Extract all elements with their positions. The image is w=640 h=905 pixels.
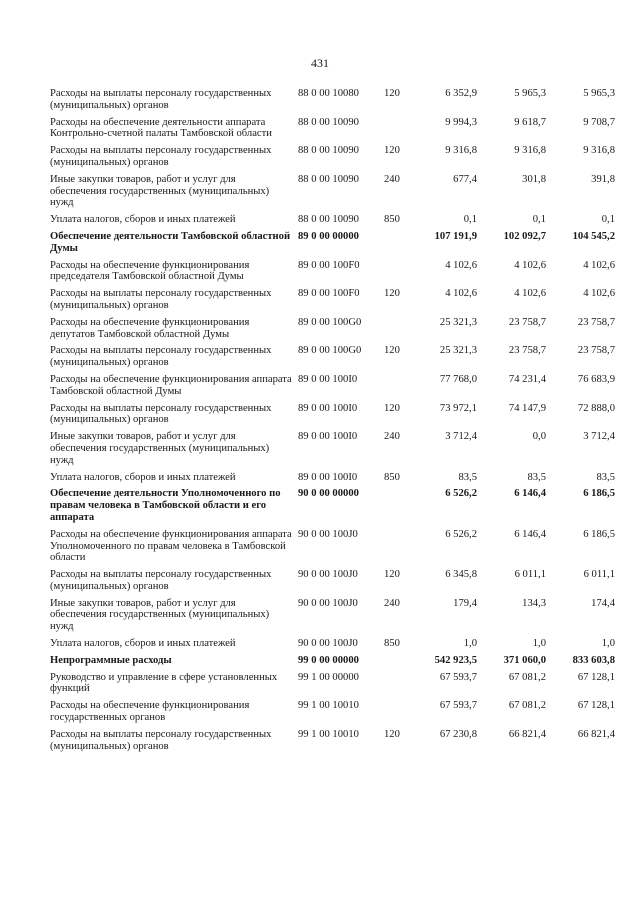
expense-name: Расходы на обеспечение функционирования государственных органов <box>50 700 250 724</box>
amount-year-1: 542 923,5 <box>434 654 477 666</box>
expense-name: Непрограммные расходы <box>50 654 172 666</box>
target-code: 89 0 00 100I0 <box>298 431 358 443</box>
amount-year-2: 1,0 <box>532 638 546 650</box>
amount-year-1: 77 768,0 <box>439 373 477 385</box>
table-row <box>50 655 615 672</box>
amount-year-3: 66 821,4 <box>577 728 615 740</box>
amount-year-3: 6 186,5 <box>583 488 615 500</box>
expense-name: Уплата налогов, сборов и иных платежей <box>50 471 236 483</box>
expense-name: Расходы на обеспечение функционирования депутатов Тамбовской областной Думы <box>50 316 250 340</box>
table-row <box>50 431 615 471</box>
target-code: 89 0 00 100I0 <box>298 471 358 483</box>
table-row <box>50 529 615 569</box>
target-code: 90 0 00 00000 <box>298 488 359 500</box>
target-code: 88 0 00 10090 <box>298 145 359 157</box>
expense-name: Расходы на выплаты персоналу государственных (муниципальных) органов <box>50 345 272 369</box>
expense-name: Руководство и управление в сфере установленных функций <box>50 671 278 695</box>
table-row <box>50 700 615 729</box>
amount-year-2: 102 092,7 <box>503 230 546 242</box>
amount-year-3: 72 888,0 <box>577 402 615 414</box>
budget-table <box>50 88 615 757</box>
expense-name: Расходы на выплаты персоналу государственных (муниципальных) органов <box>50 88 272 111</box>
expense-type-code: 240 <box>384 597 400 609</box>
target-code: 99 0 00 00000 <box>298 654 359 666</box>
target-code: 89 0 00 100F0 <box>298 288 360 300</box>
table-row <box>50 260 615 289</box>
amount-year-3: 76 683,9 <box>577 373 615 385</box>
expense-type-code: 240 <box>384 431 400 443</box>
page-number: 431 <box>311 56 329 70</box>
expense-name: Расходы на обеспечение деятельности аппарата Контрольно-счетной палаты Тамбовской области <box>50 116 272 140</box>
amount-year-3: 391,8 <box>591 173 615 185</box>
amount-year-1: 3 712,4 <box>445 431 477 443</box>
expense-type-code: 240 <box>384 173 400 185</box>
amount-year-3: 5 965,3 <box>583 88 615 99</box>
expense-name: Обеспечение деятельности Тамбовской областной Думы <box>50 230 291 254</box>
table-row <box>50 569 615 598</box>
amount-year-2: 371 060,0 <box>503 654 546 666</box>
amount-year-2: 74 231,4 <box>508 373 546 385</box>
table-row <box>50 174 615 214</box>
amount-year-3: 23 758,7 <box>577 345 615 357</box>
amount-year-2: 134,3 <box>522 597 546 609</box>
amount-year-1: 73 972,1 <box>439 402 477 414</box>
amount-year-3: 23 758,7 <box>577 316 615 328</box>
expense-name: Расходы на выплаты персоналу государственных (муниципальных) органов <box>50 402 272 426</box>
table-row <box>50 117 615 146</box>
table-row <box>50 88 615 117</box>
expense-type-code <box>384 317 408 346</box>
amount-year-1: 67 230,8 <box>439 728 477 740</box>
target-code: 90 0 00 100J0 <box>298 528 358 540</box>
amount-year-2: 6 146,4 <box>514 528 546 540</box>
amount-year-1: 677,4 <box>453 173 477 185</box>
expense-type-code <box>384 374 408 403</box>
expense-type-code: 120 <box>384 88 400 99</box>
expense-type-code: 850 <box>384 638 400 650</box>
table-row <box>50 729 615 758</box>
amount-year-3: 67 128,1 <box>577 700 615 712</box>
expense-name: Иные закупки товаров, работ и услуг для обеспечения государственных (муниципальных) нужд <box>50 431 270 466</box>
amount-year-1: 25 321,3 <box>439 345 477 357</box>
amount-year-3: 9 316,8 <box>583 145 615 157</box>
target-code: 99 1 00 10010 <box>298 700 359 712</box>
amount-year-3: 9 708,7 <box>583 116 615 128</box>
amount-year-3: 67 128,1 <box>577 671 615 683</box>
target-code: 89 0 00 100F0 <box>298 259 360 271</box>
amount-year-2: 9 316,8 <box>514 145 546 157</box>
amount-year-1: 179,4 <box>453 597 477 609</box>
target-code: 89 0 00 100G0 <box>298 345 362 357</box>
amount-year-3: 174,4 <box>591 597 615 609</box>
expense-type-code: 850 <box>384 214 400 226</box>
table-row <box>50 488 615 528</box>
expense-type-code <box>384 655 408 672</box>
target-code: 88 0 00 10080 <box>298 88 359 99</box>
table-row <box>50 231 615 260</box>
amount-year-1: 6 526,2 <box>445 488 477 500</box>
amount-year-1: 6 526,2 <box>445 528 477 540</box>
expense-name: Расходы на выплаты персоналу государственных (муниципальных) органов <box>50 145 272 168</box>
expense-name: Иные закупки товаров, работ и услуг для обеспечения государственных (муниципальных) нужд <box>50 173 270 209</box>
expense-type-code: 850 <box>384 471 400 483</box>
amount-year-2: 23 758,7 <box>508 345 546 357</box>
expense-name: Иные закупки товаров, работ и услуг для обеспечения государственных (муниципальных) нужд <box>50 597 270 633</box>
expense-name: Расходы на обеспечение функционирования аппарата Уполномоченного по правам человека в Тамбовской области <box>50 528 292 564</box>
table-row <box>50 374 615 403</box>
table-row <box>50 288 615 317</box>
expense-name: Уплата налогов, сборов и иных платежей <box>50 638 236 650</box>
expense-name: Расходы на обеспечение функционирования председателя Тамбовской областной Думы <box>50 259 250 283</box>
amount-year-2: 74 147,9 <box>508 402 546 414</box>
amount-year-2: 67 081,2 <box>508 671 546 683</box>
amount-year-2: 301,8 <box>522 173 546 185</box>
table-row <box>50 672 615 701</box>
expense-type-code <box>384 672 408 701</box>
expense-type-code: 120 <box>384 288 400 300</box>
expense-type-code: 120 <box>384 345 400 357</box>
amount-year-1: 107 191,9 <box>434 230 477 242</box>
amount-year-2: 0,0 <box>532 431 546 443</box>
amount-year-3: 3 712,4 <box>583 431 615 443</box>
table-row <box>50 403 615 432</box>
target-code: 89 0 00 100G0 <box>298 316 362 328</box>
amount-year-2: 83,5 <box>527 471 546 483</box>
amount-year-3: 6 186,5 <box>583 528 615 540</box>
amount-year-1: 9 316,8 <box>445 145 477 157</box>
amount-year-1: 83,5 <box>458 471 477 483</box>
amount-year-3: 0,1 <box>601 214 615 226</box>
amount-year-1: 6 352,9 <box>445 88 477 99</box>
amount-year-3: 104 545,2 <box>572 230 615 242</box>
table-row <box>50 345 615 374</box>
target-code: 89 0 00 100I0 <box>298 402 358 414</box>
target-code: 89 0 00 00000 <box>298 230 359 242</box>
amount-year-1: 0,1 <box>463 214 477 226</box>
amount-year-2: 9 618,7 <box>514 116 546 128</box>
amount-year-3: 1,0 <box>601 638 615 650</box>
amount-year-2: 4 102,6 <box>514 288 546 300</box>
expense-type-code <box>384 231 408 260</box>
expense-name: Обеспечение деятельности Уполномоченного по правам человека в Тамбовской области и его аппарата <box>50 488 281 523</box>
target-code: 89 0 00 100I0 <box>298 373 358 385</box>
target-code: 88 0 00 10090 <box>298 173 359 185</box>
amount-year-1: 1,0 <box>463 638 477 650</box>
target-code: 88 0 00 10090 <box>298 116 359 128</box>
amount-year-3: 6 011,1 <box>583 569 615 581</box>
target-code: 90 0 00 100J0 <box>298 597 358 609</box>
amount-year-1: 67 593,7 <box>439 700 477 712</box>
amount-year-2: 5 965,3 <box>514 88 546 99</box>
amount-year-2: 67 081,2 <box>508 700 546 712</box>
table-row <box>50 598 615 638</box>
amount-year-1: 67 593,7 <box>439 671 477 683</box>
amount-year-2: 4 102,6 <box>514 259 546 271</box>
expense-name: Расходы на выплаты персоналу государственных (муниципальных) органов <box>50 569 272 592</box>
target-code: 88 0 00 10090 <box>298 214 359 226</box>
expense-name: Расходы на выплаты персоналу государственных (муниципальных) органов <box>50 288 272 311</box>
expense-type-code <box>384 488 408 528</box>
expense-type-code: 120 <box>384 402 400 414</box>
amount-year-1: 25 321,3 <box>439 316 477 328</box>
target-code: 99 1 00 00000 <box>298 671 359 683</box>
amount-year-2: 6 011,1 <box>514 569 546 581</box>
expense-type-code <box>384 700 408 729</box>
expense-type-code: 120 <box>384 728 400 740</box>
table-row <box>50 472 615 489</box>
expense-type-code <box>384 529 408 569</box>
amount-year-2: 6 146,4 <box>514 488 546 500</box>
expense-name: Расходы на выплаты персоналу государственных (муниципальных) органов <box>50 728 272 752</box>
amount-year-1: 9 994,3 <box>445 116 477 128</box>
amount-year-3: 4 102,6 <box>583 259 615 271</box>
target-code: 90 0 00 100J0 <box>298 638 358 650</box>
amount-year-2: 0,1 <box>532 214 546 226</box>
amount-year-3: 4 102,6 <box>583 288 615 300</box>
amount-year-2: 23 758,7 <box>508 316 546 328</box>
amount-year-1: 4 102,6 <box>445 288 477 300</box>
amount-year-2: 66 821,4 <box>508 728 546 740</box>
expense-type-code: 120 <box>384 569 400 581</box>
expense-type-code <box>384 260 408 289</box>
expense-name: Уплата налогов, сборов и иных платежей <box>50 214 236 226</box>
target-code: 90 0 00 100J0 <box>298 569 358 581</box>
target-code: 99 1 00 10010 <box>298 728 359 740</box>
expense-type-code: 120 <box>384 145 400 157</box>
expense-name: Расходы на обеспечение функционирования аппарата Тамбовской областной Думы <box>50 373 292 397</box>
table-row <box>50 638 615 655</box>
amount-year-3: 833 603,8 <box>572 654 615 666</box>
table-row <box>50 145 615 174</box>
expense-type-code <box>384 117 408 146</box>
table-row <box>50 214 615 231</box>
amount-year-1: 6 345,8 <box>445 569 477 581</box>
amount-year-1: 4 102,6 <box>445 259 477 271</box>
amount-year-3: 83,5 <box>596 471 615 483</box>
table-row <box>50 317 615 346</box>
